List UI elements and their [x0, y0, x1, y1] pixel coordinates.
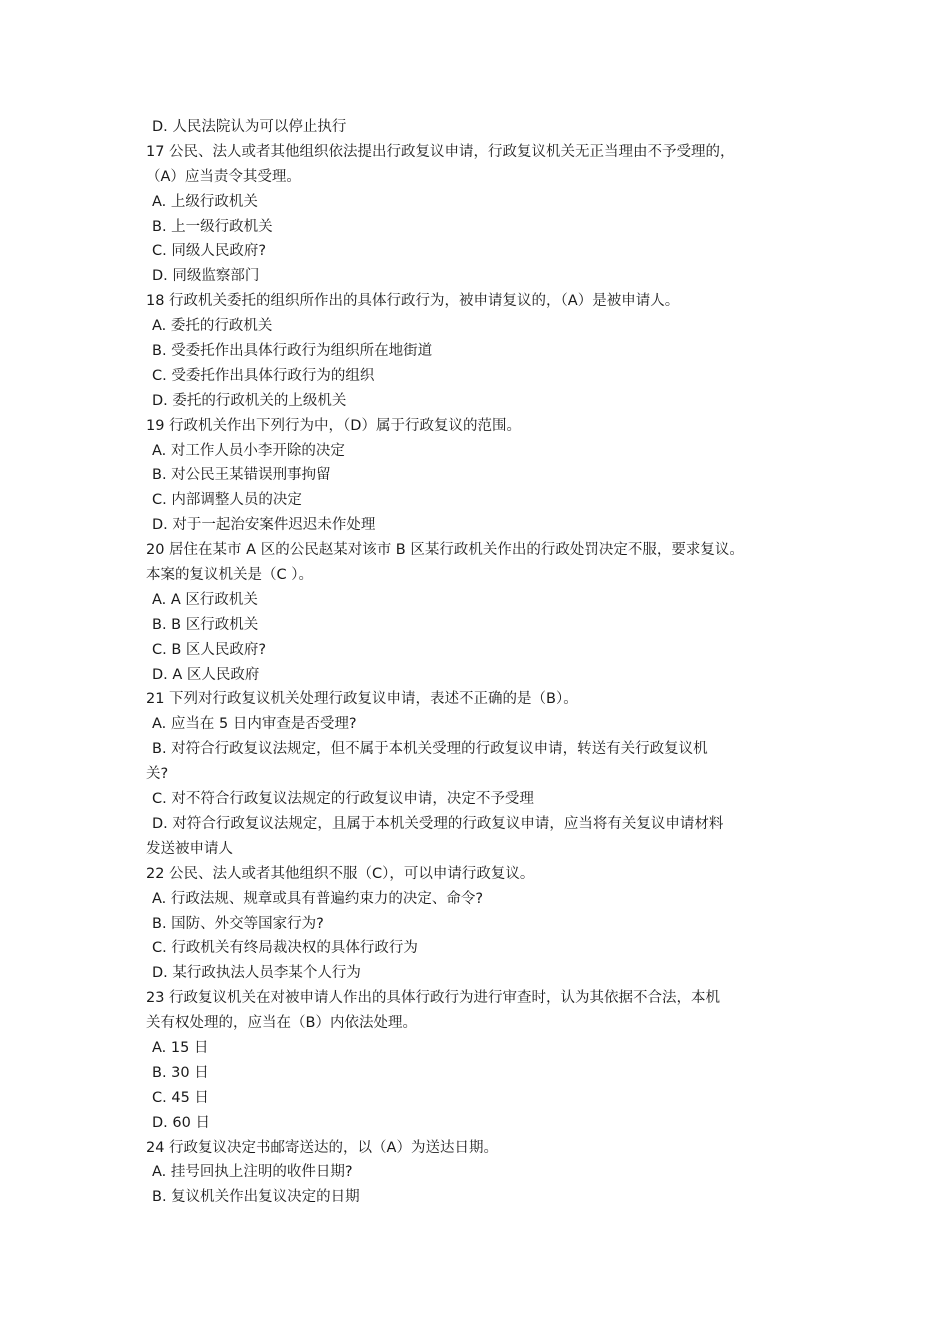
- answer-option-line: C. 对不符合行政复议法规定的行政复议申请，决定不予受理: [152, 791, 534, 808]
- question-text-line: 24 行政复议决定书邮寄送达的，以（A）为送达日期。: [146, 1139, 498, 1156]
- answer-option-line: A. A 区行政机关: [152, 591, 258, 608]
- answer-option-line: D. 60 日: [152, 1114, 210, 1131]
- answer-option-line: C. 内部调整人员的决定: [152, 492, 302, 509]
- question-text-line: 20 居住在某市 A 区的公民赵某对该市 B 区某行政机关作出的行政处罚决定不服，要求复议。: [146, 542, 744, 559]
- answer-option-line: D. 人民法院认为可以停止执行: [152, 119, 347, 135]
- answer-option-line: A. 上级行政机关: [152, 193, 258, 210]
- document-page: [146, 115, 810, 1210]
- answer-option-line: A. 挂号回执上注明的收件日期?: [152, 1164, 353, 1181]
- answer-option-line: C. 45 日: [152, 1089, 209, 1106]
- answer-option-line: B. 对公民王某错误刑事拘留: [152, 467, 331, 484]
- answer-option-line: C. B 区人民政府?: [152, 641, 267, 658]
- question-text-line: （A）应当责令其受理。: [146, 168, 301, 185]
- answer-option-line: D. 对于一起治安案件迟迟未作处理: [152, 517, 376, 534]
- question-text-line: 关?: [146, 766, 169, 783]
- answer-option-line: C. 同级人民政府?: [152, 243, 267, 260]
- question-text-line: 18 行政机关委托的组织所作出的具体行政行为，被申请复议的，（A）是被申请人。: [146, 293, 680, 310]
- answer-option-line: A. 委托的行政机关: [152, 318, 273, 335]
- answer-option-line: A. 15 日: [152, 1039, 209, 1056]
- question-text-line: 17 公民、法人或者其他组织依法提出行政复议申请，行政复议机关无正当理由不予受理的，: [146, 143, 735, 160]
- answer-option-line: B. 受委托作出具体行政行为组织所在地街道: [152, 343, 433, 360]
- question-text-line: 21 下列对行政复议机关处理行政复议申请，表述不正确的是（B）。: [146, 691, 578, 708]
- answer-option-line: C. 行政机关有终局裁决权的具体行政行为: [152, 940, 418, 957]
- question-text-line: 23 行政复议机关在对被申请人作出的具体行政行为进行审查时，认为其依据不合法，本机: [146, 990, 721, 1007]
- answer-option-line: B. 上一级行政机关: [152, 218, 273, 235]
- answer-option-line: D. 委托的行政机关的上级机关: [152, 392, 347, 409]
- question-text-line: 关有权处理的，应当在（B）内依法处理。: [146, 1015, 417, 1032]
- question-text-line: 19 行政机关作出下列行为中，（D）属于行政复议的范围。: [146, 417, 521, 434]
- answer-option-line: D. 对符合行政复议法规定，且属于本机关受理的行政复议申请，应当将有关复议申请材料: [152, 815, 724, 832]
- answer-option-line: A. 行政法规、规章或具有普遍约束力的决定、命令?: [152, 890, 484, 907]
- question-text-line: 本案的复议机关是（C ）。: [146, 567, 313, 584]
- answer-option-line: B. 国防、外交等国家行为?: [152, 915, 324, 932]
- answer-option-line: A. 对工作人员小李开除的决定: [152, 442, 345, 459]
- answer-option-line: D. 同级监察部门: [152, 268, 260, 285]
- answer-option-line: C. 受委托作出具体行政行为的组织: [152, 367, 375, 384]
- answer-option-line: D. 某行政执法人员李某个人行为: [152, 965, 361, 982]
- answer-option-line: D. A 区人民政府: [152, 666, 260, 683]
- question-text-line: 发送被申请人: [146, 840, 233, 857]
- answer-option-line: B. 对符合行政复议法规定，但不属于本机关受理的行政复议申请，转送有关行政复议机: [152, 741, 708, 758]
- answer-option-line: B. 30 日: [152, 1064, 209, 1081]
- answer-option-line: B. B 区行政机关: [152, 616, 259, 633]
- answer-option-line: A. 应当在 5 日内审查是否受理?: [152, 716, 357, 733]
- question-text-line: 22 公民、法人或者其他组织不服（C），可以申请行政复议。: [146, 865, 535, 882]
- answer-option-line: B. 复议机关作出复议决定的日期: [152, 1189, 360, 1206]
